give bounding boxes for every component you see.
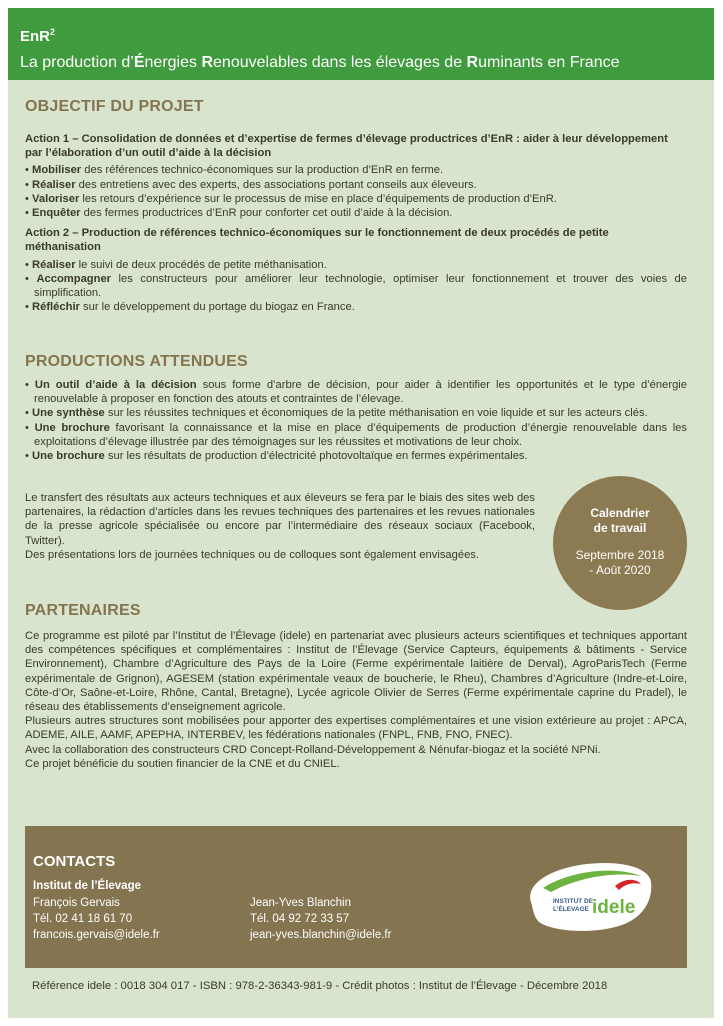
contacts-organisation: Institut de l’Élevage	[33, 880, 141, 892]
project-subtitle: La production d’Énergies Renouvelables dans les élevages de Ruminants en France	[20, 54, 620, 71]
list-item: • Réfléchir sur le développement du portage du biogaz en France.	[25, 300, 687, 314]
contact-person-1	[33, 895, 160, 943]
calendar-title: Calendrier de travail	[590, 506, 650, 535]
objectif-section	[25, 132, 687, 314]
contact-email[interactable]: francois.gervais@idele.fr	[33, 929, 160, 941]
list-item: • Mobiliser des références technico-économiques sur la production d’EnR en ferme.	[25, 163, 687, 177]
partenaires-paragraph: Ce projet bénéficie du soutien financier de la CNE et du CNIEL.	[25, 757, 340, 770]
contact-phone: Tél. 04 92 72 33 57	[250, 913, 350, 925]
contact-phone: Tél. 02 41 18 61 70	[33, 913, 133, 925]
contact-email[interactable]: jean-yves.blanchin@idele.fr	[250, 929, 392, 941]
calendar-badge	[553, 476, 687, 610]
action1-list	[25, 163, 687, 220]
partenaires-paragraph: Plusieurs autres structures sont mobilisées pour apporter des expertises complémentaires et une vision extérieure au projet : APCA, ADEME, AILE, AAMF, APEPHA, INTERBEV, les fédérations nationales (FNPL, FNB, FNO, FNEC).	[25, 715, 687, 742]
project-code: EnR$^2$	[20, 27, 56, 45]
contacts-title: CONTACTS	[33, 853, 116, 870]
productions-section	[25, 378, 687, 463]
footer-reference: Référence idele : 0018 304 017 - ISBN : 978-2-36343-981-9 - Crédit photos : Institut de l’Élevage - Décembre 2018	[32, 980, 608, 992]
productions-title: PRODUCTIONS ATTENDUES	[25, 353, 248, 370]
contact-name: Jean-Yves Blanchin	[250, 897, 352, 909]
calendar-dates: Septembre 2018 - Août 2020	[575, 548, 665, 577]
list-item: • Une synthèse sur les réussites techniques et économiques de la petite méthanisation en voie liquide et sur les acteurs clés.	[25, 406, 687, 420]
list-item: • Valoriser les retours d’expérience sur le processus de mise en place d’équipements de production d’EnR.	[25, 192, 687, 206]
action2-title: Action 2 – Production de références technico-économiques sur le fonctionnement de deux procédés de petite méthanisation	[25, 227, 609, 254]
transfer-section	[25, 491, 535, 562]
partenaires-section	[25, 629, 687, 771]
transfer-paragraph: Le transfert des résultats aux acteurs techniques et aux éleveurs se fera par le biais des sites web des partenaires, la rédaction d’articles dans les revues techniques des partenaires et les revues nationales de la presse agricole spécialisée ou encore par l’intermédiaire des réseaux sociaux (Facebook, Twitter).	[25, 492, 535, 547]
idele-logo	[523, 858, 655, 934]
partenaires-title: PARTENAIRES	[25, 602, 141, 619]
list-item: • Une brochure sur les résultats de production d’électricité photovoltaïque en fermes expérimentales.	[25, 449, 687, 463]
objectif-title: OBJECTIF DU PROJET	[25, 98, 204, 115]
partenaires-paragraph: Ce programme est piloté par l’Institut de l’Élevage (idele) en partenariat avec plusieurs acteurs scientifiques et techniques apportant des compétences spécifiques et complémentaires : Institut de l’Élevage (Service Capteurs, équipements & bâtiments - Service Environnement), Chambre d’Agriculture des Pays de la Loire (Ferme expérimentale laitière de Derval), AgroParisTech (Ferme expérimentale de Grignon), AGESEM (station expérimentale veaux de boucherie, le Rheu), Chambres d’Agriculture (Indre-et-Loire, Côte-d’Or, Saône-et-Loire, Rhône, Cantal, Bretagne), Lycée agricole Olivier de Serres (Ferme expérimentale caprine du Pradel), le réseau des établissements d’enseignement agricole.	[25, 630, 687, 714]
logo-text-line2: L’ÉLEVAGE	[553, 906, 589, 913]
logo-brand-text: idele	[592, 897, 636, 918]
action2-list	[25, 258, 687, 315]
list-item: • Réaliser des entretiens avec des experts, des associations portant conseils aux éleveurs.	[25, 178, 687, 192]
list-item: • Un outil d’aide à la décision sous forme d’arbre de décision, pour aider à identifier les opportunités et le type d’énergie renouvelable à proposer en fonction des atouts et contraintes de l’élevage.	[25, 378, 687, 406]
list-item: • Enquêter des fermes productrices d’EnR pour conforter cet outil d’aide à la décision.	[25, 206, 687, 220]
header-banner	[8, 8, 714, 80]
partenaires-paragraph: Avec la collaboration des constructeurs CRD Concept-Rolland-Développement & Nénufar-biogaz et la société NPNi.	[25, 743, 601, 756]
list-item: • Accompagner les constructeurs pour améliorer leur technologie, optimiser leur fonctionnement et trouver des voies de simplification.	[25, 272, 687, 300]
contact-person-2	[250, 895, 391, 943]
logo-text-line1: INSTITUT DE	[553, 898, 594, 905]
presentations-paragraph: Des présentations lors de journées techniques ou de colloques sont également envisagées.	[25, 548, 480, 561]
contact-name: François Gervais	[33, 897, 120, 909]
productions-list	[25, 378, 687, 463]
list-item: • Une brochure favorisant la connaissance et la mise en place d’équipements de production d’énergie renouvelable dans les exploitations d’élevage illustrée par des témoignages sur les réussites et motivations de leur choix.	[25, 421, 687, 449]
action1-title: Action 1 – Consolidation de données et d’expertise de fermes d’élevage productrices d’EnR : aider à leur développement par l’élaboration d’un outil d’aide à la décision	[25, 133, 668, 160]
list-item: • Réaliser le suivi de deux procédés de petite méthanisation.	[25, 258, 687, 272]
